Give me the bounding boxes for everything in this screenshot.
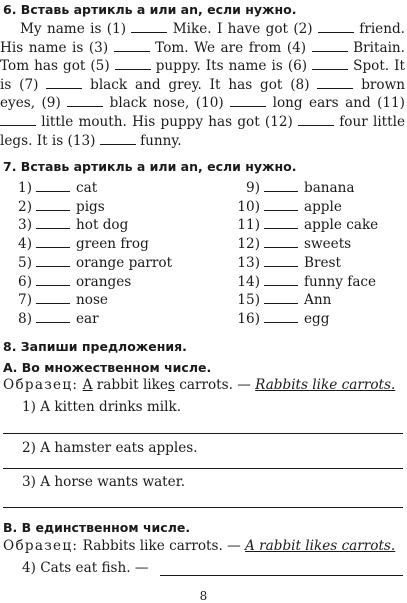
exercise-7-item — [232, 236, 351, 252]
exercise-6-segment: long ears and (11) — [266, 95, 405, 112]
part-b-item-4: 4) Cats eat fish. — — [22, 560, 149, 576]
exercise-7-item — [4, 217, 128, 233]
exercise-7-item — [4, 255, 172, 271]
sample-verb-ending: s — [167, 377, 175, 393]
article-blank[interactable] — [131, 21, 167, 33]
article-blank[interactable] — [36, 311, 70, 323]
exercise-7-item — [4, 199, 105, 215]
item-number: 9) — [246, 180, 260, 196]
part-b-title: В. В единственном числе. — [3, 520, 191, 535]
article-blank[interactable] — [36, 274, 70, 286]
article-blank[interactable] — [264, 199, 298, 211]
article-blank[interactable] — [36, 180, 70, 192]
exercise-6-segment: friend. His name is (3) — [0, 21, 405, 56]
exercise-6-segment: little mouth. His puppy has got (12) — [36, 113, 299, 130]
sample-answer-b: A rabbit likes carrots. — [245, 538, 396, 554]
sample-text-b: Rabbits like carrots. — — [78, 538, 241, 554]
part-a-item-2: 2) A hamster eats apples. — [22, 440, 198, 456]
article-blank[interactable] — [36, 255, 70, 267]
article-blank[interactable] — [100, 133, 136, 145]
sample-end: carrots. — — [174, 377, 251, 393]
article-blank[interactable] — [36, 236, 70, 248]
answer-line-1[interactable] — [3, 433, 403, 434]
item-word: pigs — [76, 198, 105, 215]
exercise-6-segment: brown eyes, (9) — [0, 76, 405, 112]
item-word: Ann — [304, 292, 332, 309]
article-blank[interactable] — [230, 95, 266, 107]
item-word: Brest — [304, 254, 341, 271]
exercise-6-segment: black nose, (10) — [103, 95, 231, 112]
article-blank[interactable] — [312, 58, 348, 70]
sample-label: Образец: — [3, 377, 79, 393]
exercise-6-segment: puppy. Its name is (6) — [150, 58, 313, 75]
part-a-item-3: 3) A horse wants water. — [22, 474, 186, 490]
item-number: 8) — [18, 310, 32, 327]
item-word: oranges — [76, 273, 132, 290]
item-word: cat — [76, 180, 98, 196]
item-number: 1) — [18, 180, 32, 196]
article-blank[interactable] — [318, 21, 354, 33]
item-word: ear — [76, 310, 99, 327]
part-b-sample — [3, 538, 395, 554]
sample-answer: Rabbits like carrots. — [255, 377, 396, 393]
article-blank[interactable] — [264, 217, 298, 229]
answer-line-2[interactable] — [3, 468, 403, 469]
item-word: orange parrot — [76, 254, 173, 271]
article-blank[interactable] — [264, 255, 298, 267]
article-blank[interactable] — [264, 311, 298, 323]
item-word: apple cake — [304, 217, 379, 234]
article-blank[interactable] — [36, 217, 70, 229]
article-blank[interactable] — [115, 58, 151, 70]
item-number: 4) — [18, 236, 32, 253]
exercise-6-segment: My name is (1) — [20, 21, 132, 37]
exercise-7-item — [232, 180, 355, 196]
item-number: 10) — [237, 198, 260, 215]
exercise-7-item — [232, 274, 376, 290]
item-word: hot dog — [76, 217, 129, 234]
exercise-7-item — [232, 292, 331, 308]
exercise-7-item — [232, 311, 329, 327]
part-a-title: А. Во множественном числе. — [3, 360, 212, 375]
article-blank[interactable] — [114, 40, 150, 52]
exercise-7-item — [4, 180, 97, 196]
article-blank[interactable] — [264, 292, 298, 304]
item-number: 15) — [237, 292, 260, 309]
article-blank[interactable] — [67, 95, 103, 107]
item-number: 14) — [237, 273, 260, 290]
article-blank[interactable] — [298, 114, 334, 126]
item-word: egg — [304, 310, 330, 327]
exercise-8-heading: 8. Запиши предложения. — [3, 339, 187, 354]
part-a-item-1: 1) A kitten drinks milk. — [22, 399, 182, 415]
exercise-6-segment: Mike. I have got (2) — [167, 21, 318, 37]
article-blank[interactable] — [264, 180, 298, 192]
article-blank[interactable] — [264, 274, 298, 286]
item-number: 11) — [237, 217, 260, 234]
item-number: 3) — [18, 217, 32, 234]
item-word: green frog — [76, 236, 149, 253]
exercise-7-heading: 7. Вставь артикль a или an, если нужно. — [3, 159, 297, 174]
article-blank[interactable] — [36, 292, 70, 304]
exercise-7-item — [4, 311, 99, 327]
item-word: funny face — [304, 273, 377, 290]
article-blank[interactable] — [46, 77, 82, 89]
exercise-6-text — [0, 20, 405, 150]
exercise-6-segment: Britain. Tom has got (5) — [0, 39, 405, 75]
sample-article: A — [82, 377, 93, 393]
item-word: sweets — [304, 236, 352, 253]
item-word: apple — [304, 198, 342, 215]
article-blank[interactable] — [317, 77, 353, 89]
item-number: 12) — [237, 236, 260, 253]
sample-verb-stem: rabbit like — [92, 377, 168, 393]
article-blank[interactable] — [0, 114, 36, 126]
item-number: 6) — [18, 273, 32, 290]
exercise-7-item — [4, 236, 149, 252]
item-number: 13) — [237, 254, 260, 271]
exercise-6-segment: Tom. We are from (4) — [149, 39, 312, 56]
answer-line-4[interactable] — [160, 575, 403, 576]
part-a-sample — [3, 377, 395, 393]
item-number: 2) — [18, 198, 32, 215]
item-number: 5) — [18, 254, 32, 271]
exercise-6-segment: four little legs. It is (13) — [0, 113, 405, 149]
page-number: 8 — [199, 589, 208, 603]
article-blank[interactable] — [36, 199, 70, 211]
exercise-7-item — [232, 199, 342, 215]
article-blank[interactable] — [264, 236, 298, 248]
exercise-6-segment: black and grey. It has got (8) — [82, 76, 318, 93]
item-number: 16) — [237, 310, 260, 327]
exercise-6-segment: Spot. It is (7) — [0, 58, 405, 93]
item-word: banana — [304, 180, 355, 196]
exercise-7-item — [4, 292, 108, 308]
item-number: 7) — [18, 292, 32, 309]
article-blank[interactable] — [312, 40, 348, 52]
exercise-6-segment: funny. — [135, 132, 182, 149]
exercise-7-item — [232, 217, 378, 233]
item-word: nose — [76, 292, 108, 309]
exercise-6-heading: 6. Вставь артикль a или an, если нужно. — [3, 2, 297, 17]
sample-label-b: Образец: — [3, 538, 79, 554]
exercise-7-item — [232, 255, 341, 271]
answer-line-3[interactable] — [3, 507, 403, 508]
exercise-7-item — [4, 274, 131, 290]
